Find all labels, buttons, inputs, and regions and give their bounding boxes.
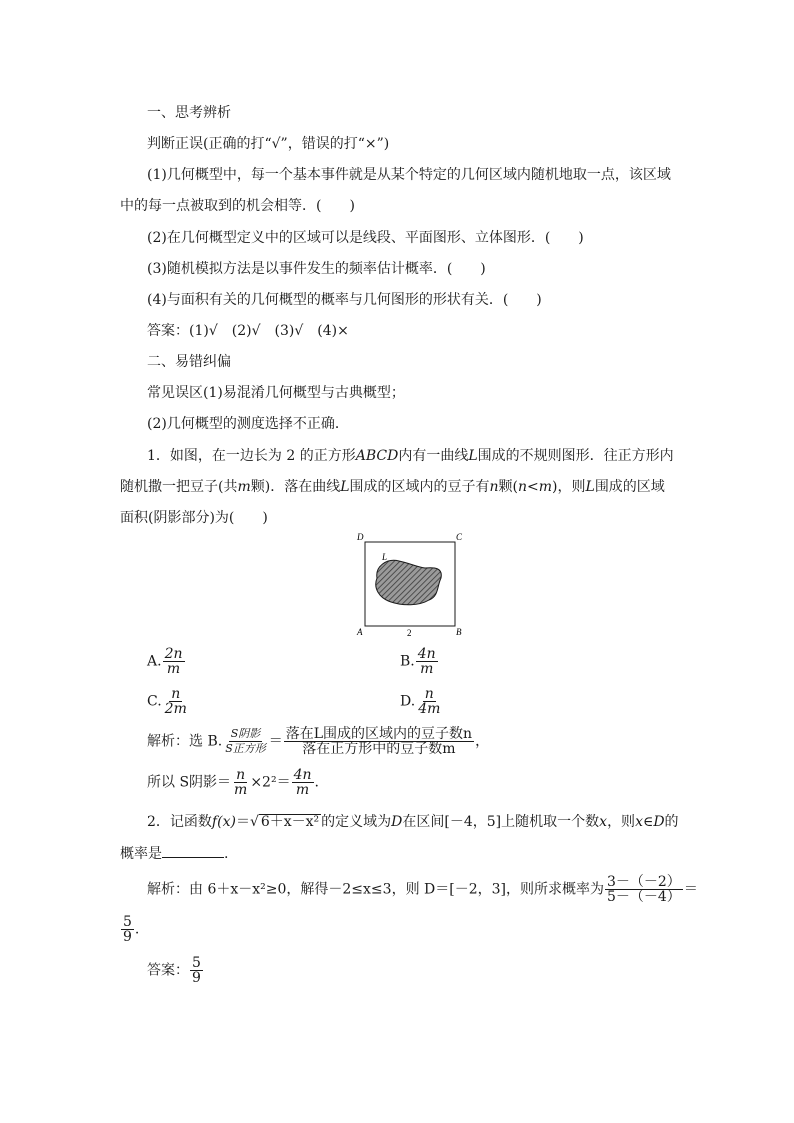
section-heading-2: 二、易错纠偏 <box>147 354 231 370</box>
option-C: C. $\frac{n}{2m}$ <box>147 686 187 717</box>
label-L: L <box>382 552 388 562</box>
solution-2-line1: 解析：由 6＋x－x²≥0，解得－2≤x≤3，则 D＝[－2，3]，则所求概率为 $\frac{3-(-2)}{5-(-4)}$ ＝ <box>147 874 698 905</box>
problem-1-line1: 1．如图，在一边长为 2 的正方形ABCD内有一曲线L围成的不规则图形．往正方形内 <box>147 448 674 464</box>
section-heading-1: 一、思考辨析 <box>147 105 231 121</box>
option-A: A. $\frac{2n}{m}$ <box>147 646 183 677</box>
instruction: 判断正误(正确的打“√”，错误的打“×”) <box>147 136 390 152</box>
misconception-1: 常见误区(1)易混淆几何概型与古典概型； <box>147 385 405 401</box>
question-4: (4)与面积有关的几何概型的概率与几何图形的形状有关．( ) <box>147 292 542 308</box>
label-B: B <box>456 627 462 637</box>
answer-1: 答案：(1)√ (2)√ (3)√ (4)× <box>147 323 349 339</box>
label-C: C <box>456 532 463 542</box>
label-A: A <box>357 627 363 637</box>
solution-1-line2: 所以 S阴影＝ $\frac{n}{m}$ ×2²＝ $\frac{4n}{m}$ . <box>147 767 319 798</box>
label-side-length: 2 <box>407 628 412 638</box>
solution-1-line1: 解析：选 B. $\frac{\text{S阴影}}{\text{S正方形}}$ ＝ $\frac{\text{落在L围成的区域内的豆子数n}}{\text{落在正方形中的豆子数m}}$ ， <box>147 726 490 757</box>
question-1-line1: (1)几何概型中，每一个基本事件就是从某个特定的几何区域内随机地取一点，该区域 <box>147 167 671 183</box>
problem-2-line1: 2．记函数f(x)＝√ 6＋x－x² 的定义域为D在区间[－4，5]上随机取一个数x，则x∈D的 <box>147 814 679 830</box>
square-figure <box>355 532 467 640</box>
question-1-line2: 中的每一点被取到的机会相等．( ) <box>120 198 355 214</box>
question-2: (2)在几何概型定义中的区域可以是线段、平面图形、立体图形．( ) <box>147 230 584 246</box>
answer-2: 答案： $\frac{5}{9}$ <box>147 955 201 986</box>
misconception-2: (2)几何概型的测度选择不正确． <box>147 416 349 432</box>
option-B: B. $\frac{4n}{m}$ <box>400 646 436 677</box>
solution-2-line2: $\frac{5}{9}$ . <box>123 914 140 945</box>
label-D: D <box>357 532 364 542</box>
problem-2-line2: 概率是 . <box>120 846 229 862</box>
option-D: D. $\frac{n}{4m}$ <box>400 686 441 717</box>
answer-blank <box>162 845 224 858</box>
problem-1-line2: 随机撒一把豆子(共m颗)．落在曲线L围成的区域内的豆子有n颗(n<m)，则L围成的区域 <box>120 479 665 495</box>
problem-1-line3: 面积(阴影部分)为( ) <box>120 510 268 526</box>
question-3: (3)随机模拟方法是以事件发生的频率估计概率．( ) <box>147 261 486 277</box>
